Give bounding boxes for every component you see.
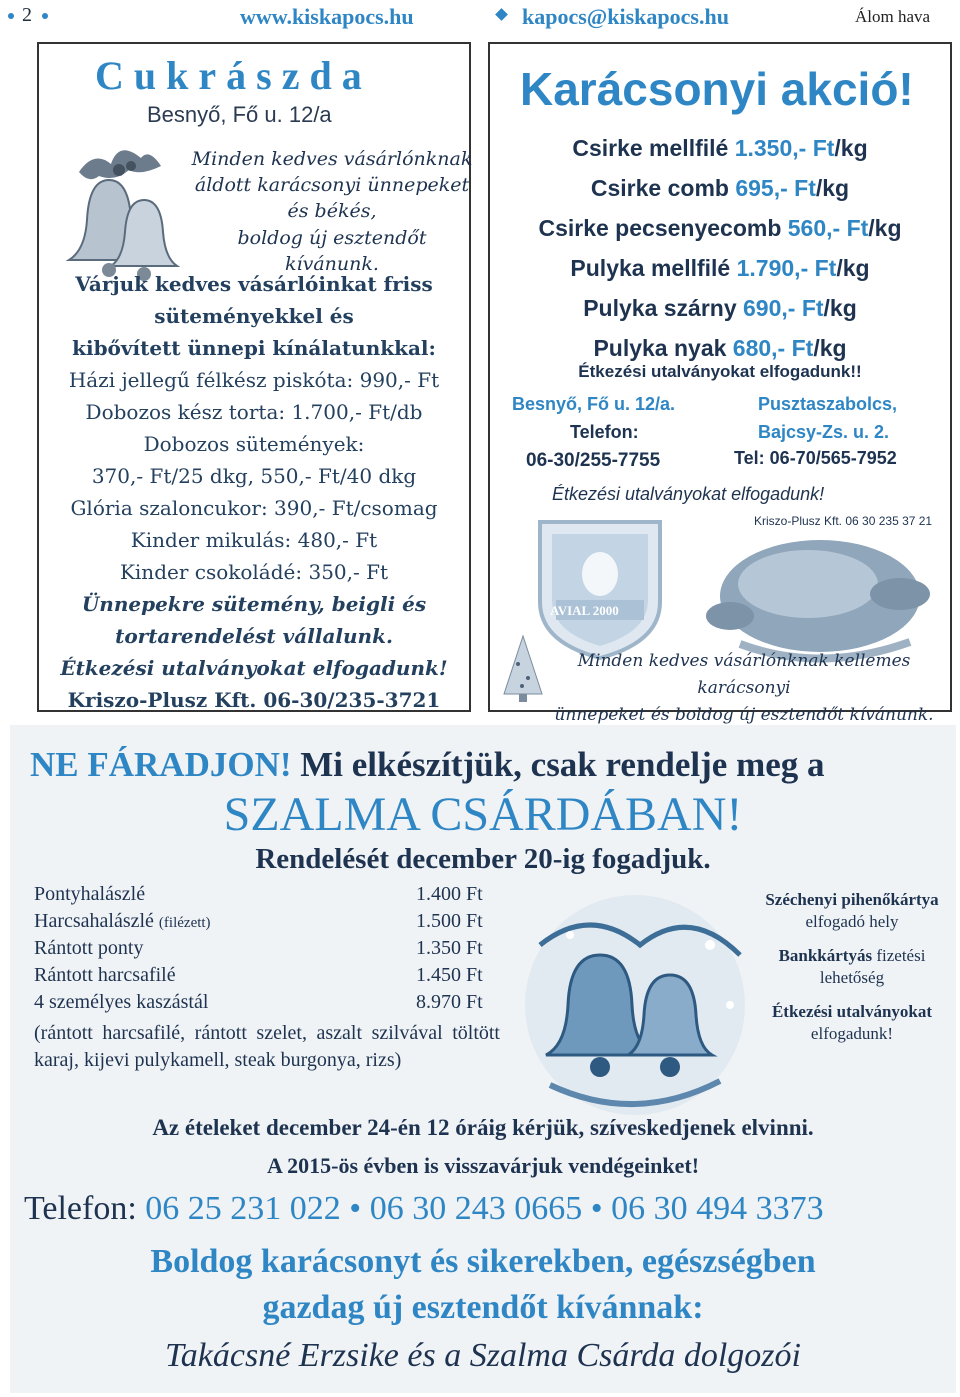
platter-description: (rántott harcsafilé, rántott szelet, aszalt szilvával töltött karaj, kijevi pulykamell, steak burgonya, rizs) [34, 1022, 500, 1071]
christmas-ornament-image [510, 885, 760, 1125]
cukraszda-ad [37, 42, 471, 712]
company-info: Kriszo-Plusz Kft. 06 30 235 37 21 [754, 514, 933, 528]
payment-szechenyi: Széchenyi pihenőkártya elfogadó hely [765, 890, 939, 931]
price-row: Pulyka mellfilé 1.790,- Ft/kg [570, 255, 870, 281]
cukraszda-offer [39, 268, 469, 716]
szalma-csarda-ad [10, 725, 956, 1393]
offer-line: Glória szaloncukor: 390,- Ft/csomag [70, 496, 438, 520]
shop2-phone: Tel: 06-70/565-7952 [734, 448, 897, 468]
christmas-bells-icon [49, 120, 199, 290]
greeting-line: Boldog karácsonyt és sikerekben, egészségben [150, 1243, 816, 1280]
offer-line: Kinder csokoládé: 350,- Ft [119, 560, 389, 584]
magazine-name: Álom hava [855, 7, 931, 26]
shop2-address: Bajcsy-Zs. u. 2. [758, 422, 890, 442]
offer-line: Várjuk kedves vásárlóinkat friss [75, 272, 433, 296]
price-row: Csirke mellfilé 1.350,- Ft/kg [572, 135, 868, 161]
price-row: Csirke pecsenyecomb 560,- Ft/kg [538, 215, 902, 241]
email-link[interactable]: kapocs@kiskapocs.hu [522, 4, 729, 29]
menu-item: Rántott ponty 1.350 Ft [34, 937, 483, 959]
offer-line: Kriszo-Plusz Kft. 06-30/235-3721 [67, 688, 441, 712]
payment-vouchers: Étkezési utalványokat elfogadunk! [771, 1002, 933, 1043]
price-row: Csirke comb 695,- Ft/kg [590, 175, 850, 201]
menu-item: Pontyhalászlé 1.400 Ft [34, 883, 483, 905]
shop1-phone: 06-30/255-7755 [526, 450, 661, 471]
vouchers-note-2: Étkezési utalványokat elfogadunk! [552, 484, 825, 504]
bullet-dot-icon [8, 13, 14, 19]
phone-numbers[interactable]: 06 25 231 022 • 06 30 243 0665 • 06 30 494 3373 [145, 1190, 824, 1227]
offer-line: 370,- Ft/25 dkg, 550,- Ft/40 dkg [91, 464, 417, 488]
signature: Takácsné Erzsike és a Szalma Csárda dolgozói [165, 1337, 801, 1374]
avial-2000-logo [530, 512, 670, 662]
csarda-headline: NE FÁRADJON! Mi elkészítjük, csak rendelje meg a [30, 745, 825, 784]
offer-line: Kinder mikulás: 480,- Ft [130, 528, 378, 552]
offer-line: Dobozos sütemények: [143, 432, 365, 456]
menu-item: Rántott harcsafilé 1.450 Ft [34, 964, 483, 986]
menu-item: 4 személyes kaszástál 8.970 Ft [34, 991, 483, 1013]
greeting-line: gazdag új esztendőt kívánnak: [262, 1289, 704, 1326]
diamond-separator-icon [495, 8, 508, 21]
offer-line: tortarendelést vállalunk. [115, 624, 393, 648]
shop2-address: Pusztaszabolcs, [758, 394, 898, 414]
offer-line: Étkezési utalványokat elfogadunk! [60, 656, 448, 680]
price-row: Pulyka szárny 690,- Ft/kg [583, 295, 857, 321]
cukraszda-title: Cukrászda [95, 53, 372, 98]
page-header [0, 0, 960, 34]
website-link[interactable]: www.kiskapocs.hu [240, 4, 414, 29]
csarda-name: SZALMA CSÁRDÁBAN! [223, 788, 743, 841]
karacsonyi-akcio-ad [488, 42, 952, 726]
offer-line: Ünnepekre sütemény, beigli és [81, 592, 427, 616]
bullet-dot-icon [42, 13, 48, 19]
welcome-note: A 2015-ös évben is visszavárjuk vendégeinket! [266, 1153, 700, 1178]
menu-item: Harcsahalászlé (filézett) 1.500 Ft [34, 910, 483, 932]
price-row: Pulyka nyak 680,- Ft/kg [593, 335, 847, 361]
payment-info [752, 889, 952, 1057]
shop1-phone-label: Telefon: [570, 422, 639, 442]
cukraszda-address: Besnyő, Fő u. 12/a [147, 102, 332, 127]
shop1-address: Besnyő, Fő u. 12/a. [512, 394, 676, 414]
offer-line: Dobozos kész torta: 1.700,- Ft/db [85, 400, 423, 424]
christmas-tree-icon [498, 634, 548, 704]
payment-card: Bankkártyás fizetési lehetőség [778, 946, 926, 987]
akcio-greeting: Minden kedves vásárlónknak kellemes karácsonyi ünnepeket és boldog új esztendőt kívánunk. [554, 651, 934, 726]
logo-text: AVIAL 2000 [550, 603, 619, 618]
page-number: 2 [22, 4, 32, 26]
offer-line: kibővített ünnepi kínálatunkkal: [72, 336, 436, 360]
offer-line: süteményekkel és [154, 304, 354, 328]
csarda-phones: Telefon: 06 25 231 022 • 06 30 243 0665 • 06 30 494 3373 [24, 1190, 824, 1227]
cukraszda-greeting: Minden kedves vásárlónknak áldott karácsonyi ünnepeket és békés, boldog új esztendőt kívánunk. [191, 148, 473, 275]
price-list [490, 128, 950, 368]
order-deadline: Rendelését december 20-ig fogadjuk. [255, 843, 711, 875]
vouchers-note: Étkezési utalványokat elfogadunk!! [578, 362, 862, 381]
offer-line: Házi jellegű félkész piskóta: 990,- Ft [68, 368, 440, 392]
pickup-note: Az ételeket december 24-én 12 óráig kérjük, szíveskedjenek elvinni. [152, 1115, 814, 1140]
akcio-title: Karácsonyi akció! [520, 63, 914, 115]
menu-list [34, 883, 509, 1074]
